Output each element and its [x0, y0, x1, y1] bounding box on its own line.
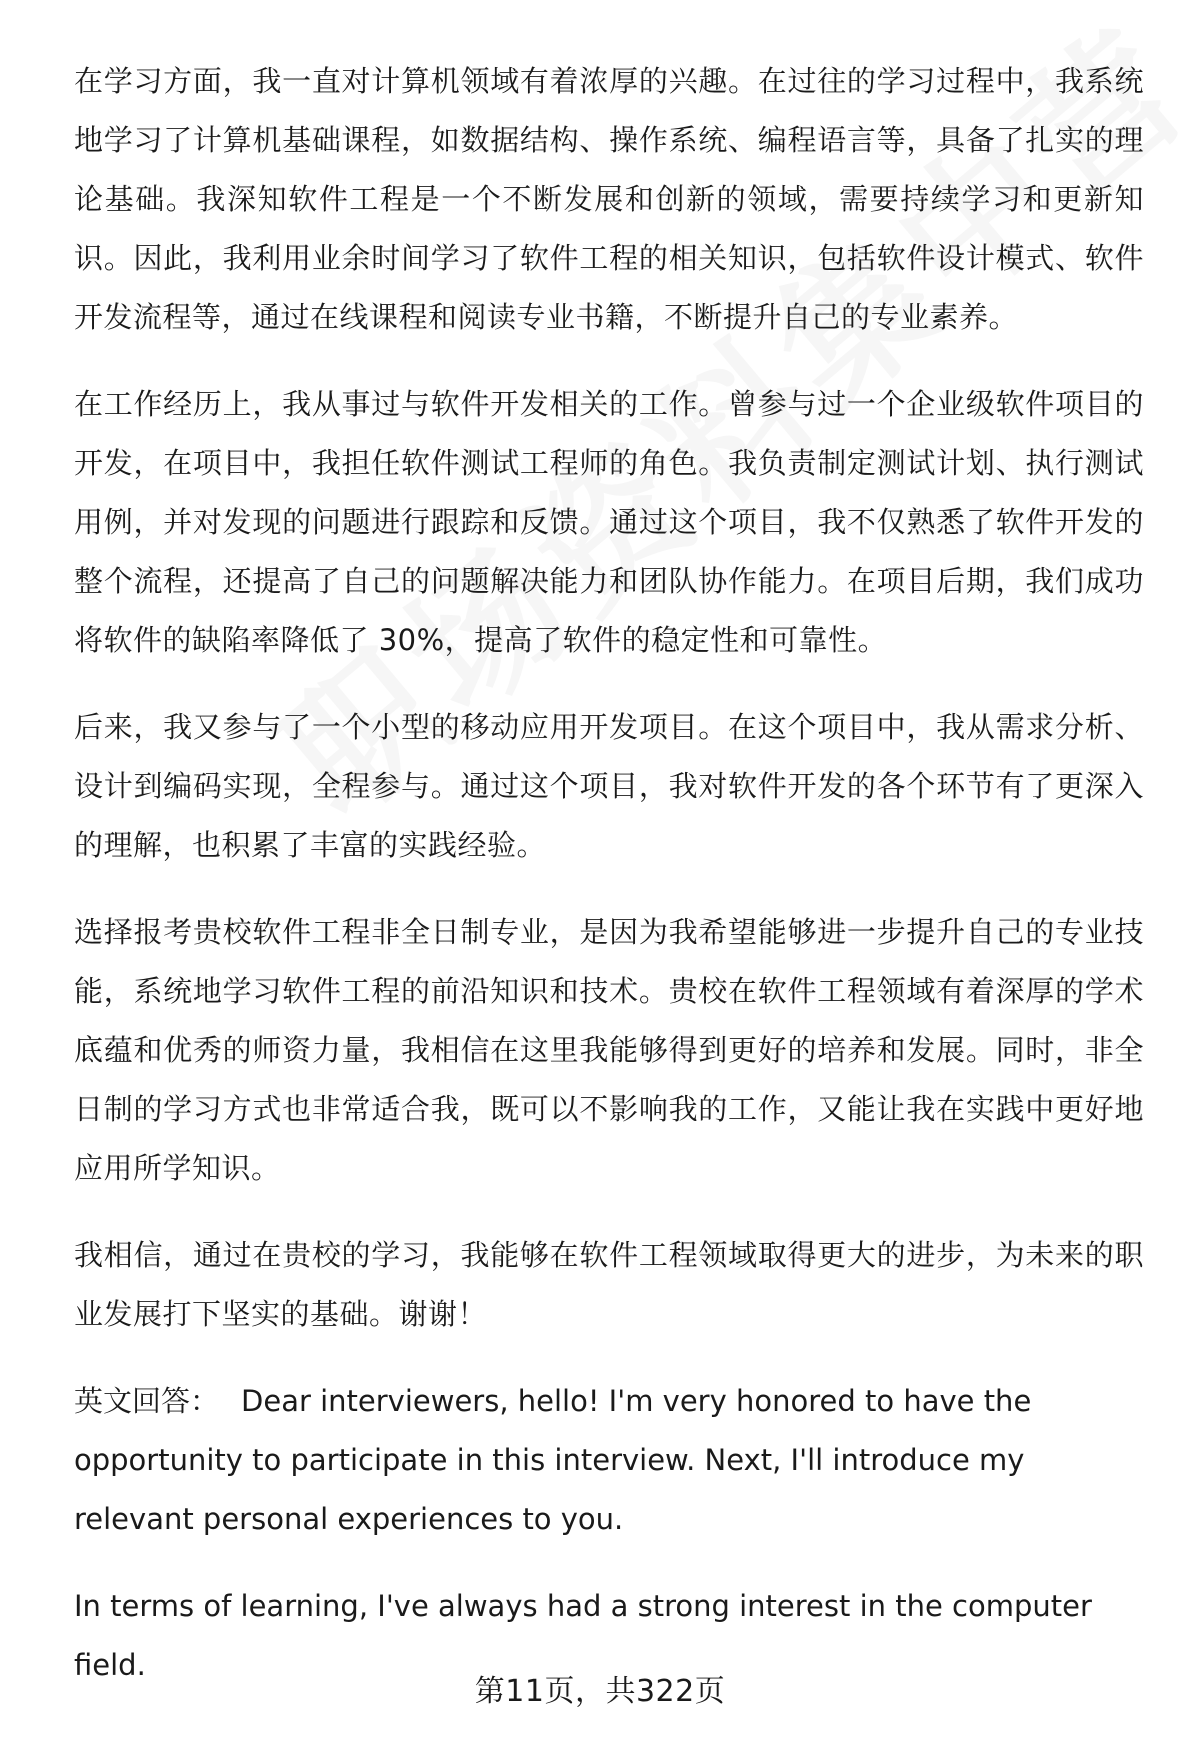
- paragraph-english-learning: In terms of learning, I've always had a strong interest in the computer field.: [74, 1589, 1092, 1682]
- page-number: 第11页，共322页: [474, 1674, 726, 1709]
- english-answer-label: 英文回答：: [74, 1384, 220, 1418]
- paragraph-learning: 在学习方面，我一直对计算机领域有着浓厚的兴趣。在过往的学习过程中，我系统地学习了计算机基础课程，如数据结构、操作系统、编程语言等，具备了扎实的理论基础。我深知软件工程是一个不断发展和创新的领域，需要持续学习和更新知识。因此，我利用业余时间学习了软件工程的相关知识，包括软件设计模式、软件开发流程等，通过在线课程和阅读专业书籍，不断提升自己的专业素养。: [74, 64, 1144, 334]
- document-body: [74, 52, 1144, 1723]
- paragraph-english-answer: [74, 1372, 1144, 1549]
- paragraph-closing: 我相信，通过在贵校的学习，我能够在软件工程领域取得更大的进步，为未来的职业发展打下坚实的基础。谢谢！: [74, 1238, 1144, 1331]
- paragraph-mobile-project: 后来，我又参与了一个小型的移动应用开发项目。在这个项目中，我从需求分析、设计到编码实现，全程参与。通过这个项目，我对软件开发的各个环节有了更深入的理解，也积累了丰富的实践经验。: [74, 710, 1144, 862]
- paragraph-work-experience: 在工作经历上，我从事过与软件开发相关的工作。曾参与过一个企业级软件项目的开发，在项目中，我担任软件测试工程师的角色。我负责制定测试计划、执行测试用例，并对发现的问题进行跟踪和反馈。通过这个项目，我不仅熟悉了软件开发的整个流程，还提高了自己的问题解决能力和团队协作能力。在项目后期，我们成功将软件的缺陷率降低了 30%，提高了软件的稳定性和可靠性。: [74, 387, 1144, 657]
- english-answer-text: Dear interviewers, hello! I'm very honored to have the opportunity to participate in this interview. Next, I'll introduce my relevant personal experiences to you.: [74, 1384, 1032, 1536]
- paragraph-reason: 选择报考贵校软件工程非全日制专业，是因为我希望能够进一步提升自己的专业技能，系统地学习软件工程的前沿知识和技术。贵校在软件工程领域有着深厚的学术底蕴和优秀的师资力量，我相信在这里我能够得到更好的培养和发展。同时，非全日制的学习方式也非常适合我，既可以不影响我的工作，又能让我在实践中更好地应用所学知识。: [74, 915, 1144, 1185]
